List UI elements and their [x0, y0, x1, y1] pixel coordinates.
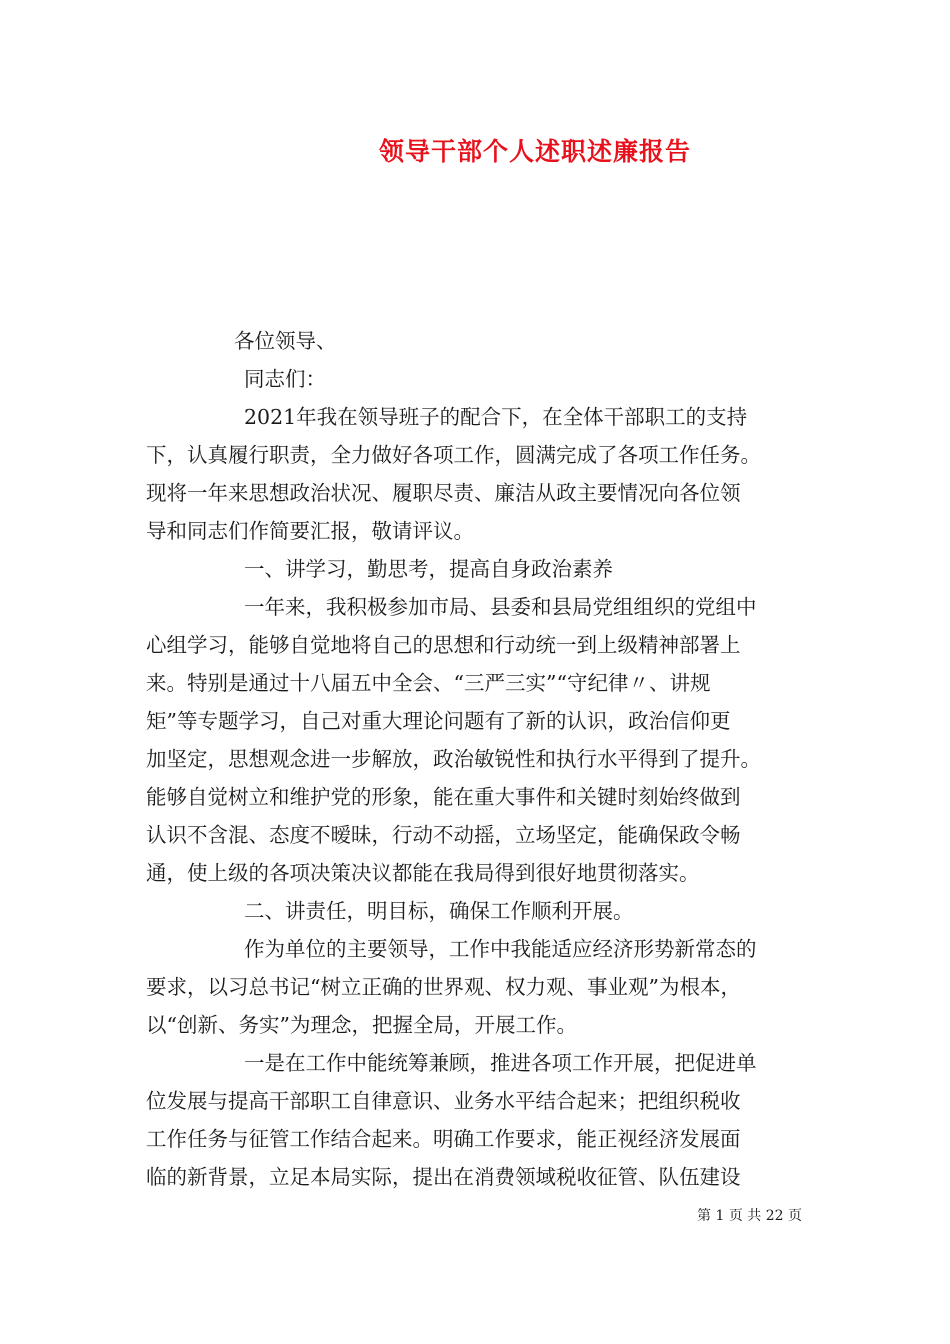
text-line: 矩”等专题学习，自己对重大理论问题有了新的认识，政治信仰更 — [146, 709, 731, 733]
text-line: 心组学习，能够自觉地将自己的思想和行动统一到上级精神部署上 — [146, 633, 741, 657]
text-line: 下，认真履行职责，全力做好各项工作，圆满完成了各项工作任务。 — [146, 443, 761, 467]
text-line: 一是在工作中能统筹兼顾，推进各项工作开展，把促进单 — [244, 1051, 757, 1075]
text-line: 通，使上级的各项决策决议都能在我局得到很好地贯彻落实。 — [146, 861, 700, 885]
text-line: 导和同志们作简要汇报，敬请评议。 — [146, 519, 474, 543]
paragraph-first-point — [146, 1044, 810, 1196]
text-line: 临的新背景，立足本局实际，提出在消费领域税收征管、队伍建设 — [146, 1165, 741, 1189]
text-line: 加坚定，思想观念进一步解放，政治敏锐性和执行水平得到了提升。 — [146, 747, 761, 771]
document-body — [146, 322, 810, 1196]
text-line: 现将一年来思想政治状况、履职尽责、廉洁从政主要情况向各位领 — [146, 481, 741, 505]
text-line: 2021年我在领导班子的配合下，在全体干部职工的支持 — [244, 405, 748, 429]
text-line: 要求，以习总书记“树立正确的世界观、权力观、事业观”为根本， — [146, 975, 741, 999]
paragraph-responsibility — [146, 930, 810, 1044]
text-line: 能够自觉树立和维护党的形象，能在重大事件和关键时刻始终做到 — [146, 785, 741, 809]
salutation-comrades: 同志们： — [244, 367, 326, 391]
text-line: 位发展与提高干部职工自律意识、业务水平结合起来；把组织税收 — [146, 1089, 741, 1113]
section-heading-1: 一、讲学习，勤思考，提高自身政治素养 — [244, 557, 613, 581]
text-line: 以“创新、务实”为理念，把握全局，开展工作。 — [146, 1013, 577, 1037]
paragraph-intro — [146, 398, 810, 550]
text-line: 来。特别是通过十八届五中全会、“三严三实”“守纪律〃、讲规 — [146, 671, 711, 695]
text-line: 认识不含混、态度不暧昧，行动不动摇，立场坚定，能确保政令畅 — [146, 823, 741, 847]
salutation-leaders: 各位领导、 — [234, 329, 337, 353]
paragraph-study — [146, 588, 810, 892]
document-title: 领导干部个人述职述廉报告 — [378, 137, 691, 166]
page-number-footer: 第 1 页 共 22 页 — [697, 1208, 802, 1224]
text-line: 一年来，我积极参加市局、县委和县局党组组织的党组中 — [244, 595, 757, 619]
text-line: 作为单位的主要领导，工作中我能适应经济形势新常态的 — [244, 937, 757, 961]
section-heading-2: 二、讲责任，明目标，确保工作顺利开展。 — [244, 899, 634, 923]
text-line: 工作任务与征管工作结合起来。明确工作要求，能正视经济发展面 — [146, 1127, 741, 1151]
